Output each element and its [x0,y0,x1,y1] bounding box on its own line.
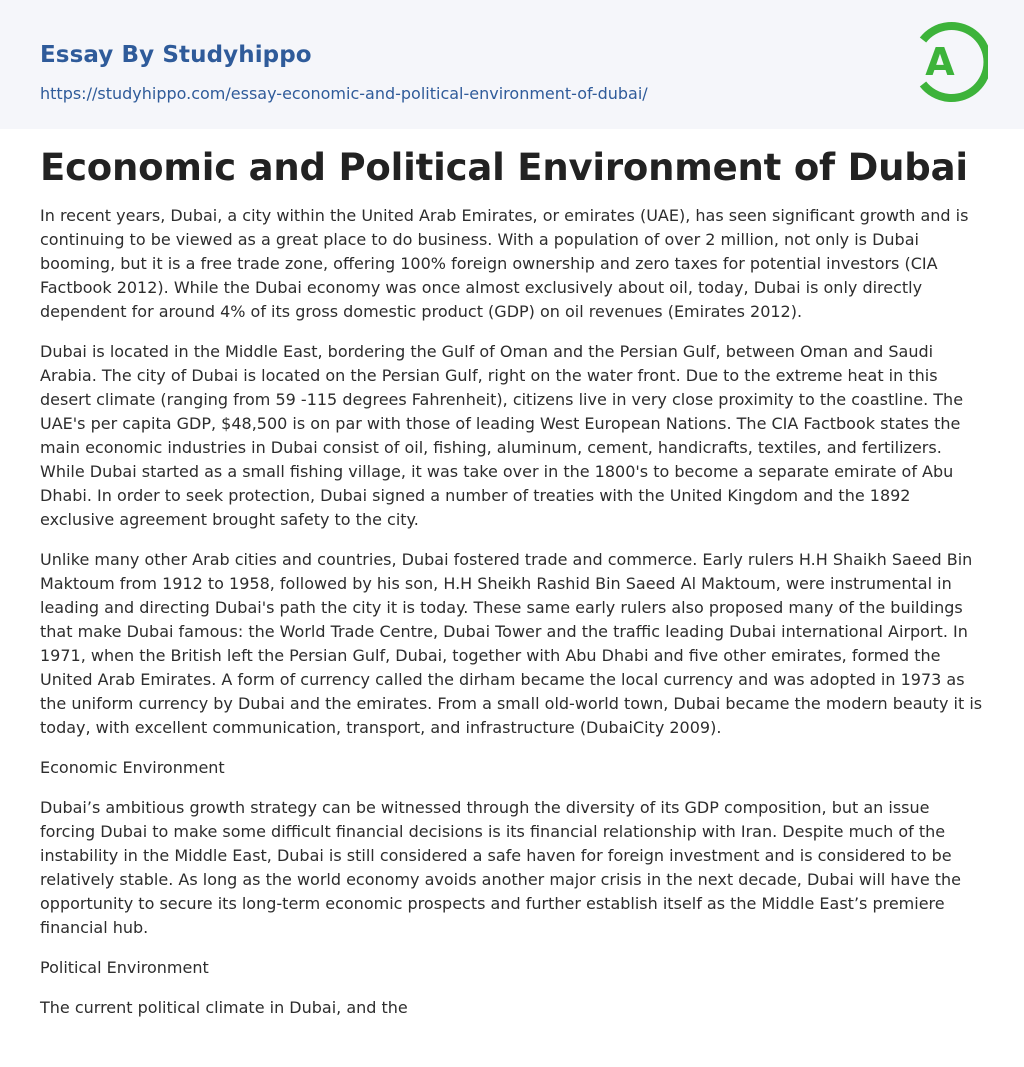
essay-url-link[interactable]: https://studyhippo.com/essay-economic-and-political-environment-of-dubai/ [40,84,648,103]
paragraph-intro: In recent years, Dubai, a city within the United Arab Emirates, or emirates (UAE), has seen significant growth and is continuing to be viewed as a great place to do business. With a population of over 2 million, not only is Dubai booming, but it is a free trade zone, offering 100% foreign ownership and zero taxes for potential investors (CIA Factbook 2012). While the Dubai economy was once almost exclusively about oil, today, Dubai is only directly dependent for around 4% of its gross domestic product (GDP) on oil revenues (Emirates 2012). [40,206,969,321]
paragraph-history: Unlike many other Arab cities and countries, Dubai fostered trade and commerce. Early rulers H.H Shaikh Saeed Bin Maktoum from 1912 to 1958, followed by his son, H.H Sheikh Rashid Bin Saeed Al Maktoum, were instrumental in leading and directing Dubai's path the city it is today. These same early rulers also proposed many of the buildings that make Dubai famous: the World Trade Centre, Dubai Tower and the traffic leading Dubai international Airport. In 1971, when the British left the Persian Gulf, Dubai, together with Abu Dhabi and five other emirates, formed the United Arab Emirates. A form of currency called the dirham became the local currency and was adopted in 1973 as the uniform currency by Dubai and the emirates. From a small old-world town, Dubai became the modern beauty it is today, with excellent communication, transport, and infrastructure (DubaiCity 2009). [40,550,983,737]
section-heading-economic: Economic Environment [40,758,225,777]
paragraph-location: Dubai is located in the Middle East, bordering the Gulf of Oman and the Persian Gulf, between Oman and Saudi Arabia. The city of Dubai is located on the Persian Gulf, right on the water front. Due to the extreme heat in this desert climate (ranging from 59 -115 degrees Fahrenheit), citizens live in very close proximity to the coastline. The UAE's per capita GDP, $48,500 is on par with those of leading West European Nations. The CIA Factbook states the main economic industries in Dubai consist of oil, fishing, aluminum, cement, handicrafts, textiles, and fertilizers. While Dubai started as a small fishing village, it was take over in the 1800's to become a separate emirate of Abu Dhabi. In order to seek protection, Dubai signed a number of treaties with the United Kingdom and the 1892 exclusive agreement brought safety to the city. [40,342,964,529]
site-header [0,0,1024,129]
article [0,129,1024,1020]
paragraph-political: The current political climate in Dubai, and the [40,998,408,1017]
paragraph-economic: Dubai’s ambitious growth strategy can be witnessed through the diversity of its GDP composition, but an issue forcing Dubai to make some difficult financial decisions is its financial relationship with Iran. Despite much of the instability in the Middle East, Dubai is still considered a safe haven for foreign investment and is considered to be relatively stable. As long as the world economy avoids another major crisis in the next decade, Dubai will have the opportunity to secure its long-term economic prospects and further establish itself as the Middle East’s premiere financial hub. [40,798,962,937]
article-title: Economic and Political Environment of Dubai [40,146,968,189]
site-brand[interactable]: Essay By Studyhippo [40,42,312,68]
studyhippo-logo-icon[interactable] [912,18,988,106]
logo-letter: A [925,40,955,84]
section-heading-political: Political Environment [40,958,209,977]
